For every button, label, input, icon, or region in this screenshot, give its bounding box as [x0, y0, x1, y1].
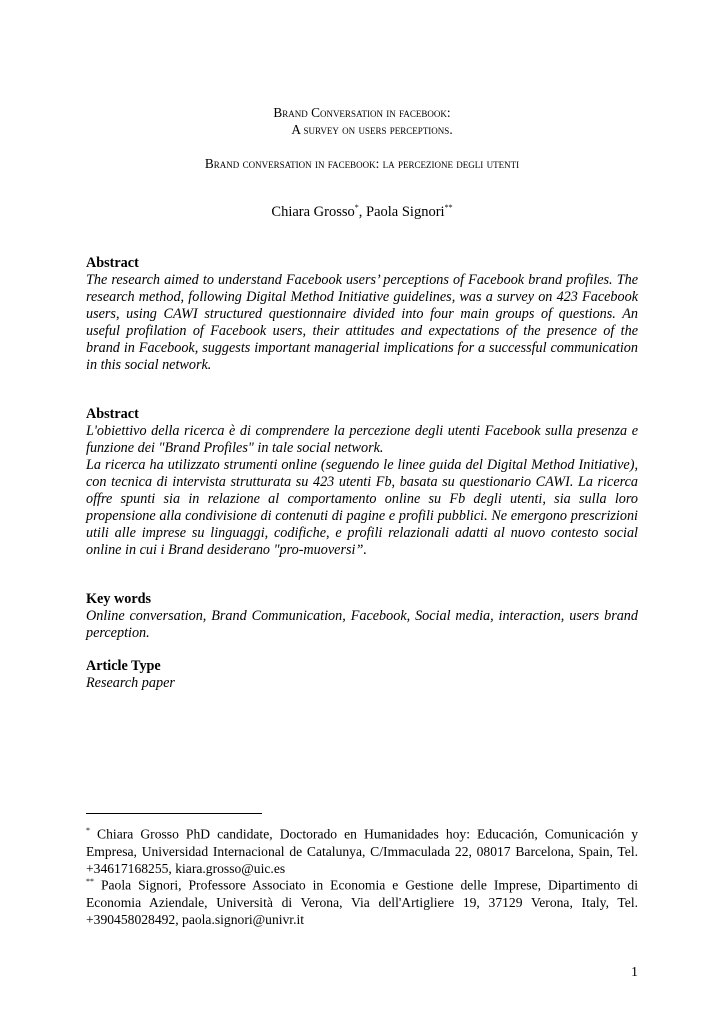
keywords-text: Online conversation, Brand Communication, Facebook, Social media, interaction, users brand perception.: [86, 608, 638, 641]
author-1-footnote-mark: *: [354, 203, 359, 212]
abstract-english-heading: Abstract: [86, 255, 139, 271]
footnote-divider: [86, 813, 262, 814]
abstract-english-text: The research aimed to understand Facebook users’ perceptions of Facebook brand profiles. The research method, following Digital Method Initiative guidelines, was a survey on 423 Facebook users, using CAWI structured questionnaire divided into four main groups of questions. An useful profilation of Facebook users, their attitudes and expectations of the presence of the brand in Facebook, suggests important managerial implications for a successful communication in this social network.: [86, 272, 638, 373]
article-type-heading: Article Type: [86, 658, 161, 674]
author-separator: ,: [358, 203, 367, 220]
footnote-2-mark: **: [86, 877, 94, 886]
article-type-text: Research paper: [86, 675, 175, 691]
abstract-italian-heading: Abstract: [86, 406, 139, 422]
footnote-2: [86, 873, 638, 928]
footnote-1-text: Chiara Grosso PhD candidate, Doctorado en Humanidades hoy: Educación, Comunicación y Empresa, Universidad Internacional de Catalunya, C/Immaculada 22, 08017 Barcelona, Spain, Tel. +34617168255, kiara.grosso@uic.es: [86, 826, 638, 876]
abstract-italian: [86, 406, 638, 559]
footnote-1-mark: *: [86, 826, 90, 835]
article-type-section: [86, 658, 638, 692]
footnote-1: [86, 822, 638, 877]
author-2-footnote-mark: **: [444, 203, 453, 212]
keywords-section: [86, 591, 638, 642]
abstract-english: [86, 255, 638, 374]
abstract-italian-paragraph-1: L'obiettivo della ricerca è di comprendere la percezione degli utenti Facebook sulla presenza e funzione dei "Brand Profiles" in tale social network.: [86, 423, 638, 456]
author-2: Paola Signori: [366, 203, 445, 220]
keywords-heading: Key words: [86, 591, 152, 607]
footnote-2-text: Paola Signori, Professore Associato in Economia e Gestione delle Imprese, Dipartimento di Economia Aziendale, Università di Verona, Via dell'Artigliere 19, 37129 Verona, Italy, Tel. +390458028492, paola.signori@univr.it: [86, 877, 638, 927]
title-italian: Brand conversation in facebook: la percezione degli utenti: [204, 156, 520, 171]
authors: [86, 203, 638, 221]
title-line-1: Brand Conversation in facebook:: [273, 105, 451, 120]
title-line-2: A survey on users perceptions.: [291, 122, 453, 137]
page-number: 1: [631, 965, 638, 980]
author-1: Chiara Grosso: [271, 203, 355, 220]
abstract-italian-paragraph-2: La ricerca ha utilizzato strumenti online (seguendo le linee guida del Digital Method Initiative), con tecnica di intervista strutturata su 423 utenti Fb, basata su questionario CAWI. La ricerca offre spunti sia in relazione al comportamento online su Fb degli utenti, sia sulla loro propensione alla condivisione di contenuti di pagine e profili pubblici. Ne emergono prescrizioni utili alle imprese su linguaggi, codifiche, e profili relazionali adatti al nuovo contesto social online in cui i Brand desiderano "pro-muoversi”.: [86, 457, 638, 558]
